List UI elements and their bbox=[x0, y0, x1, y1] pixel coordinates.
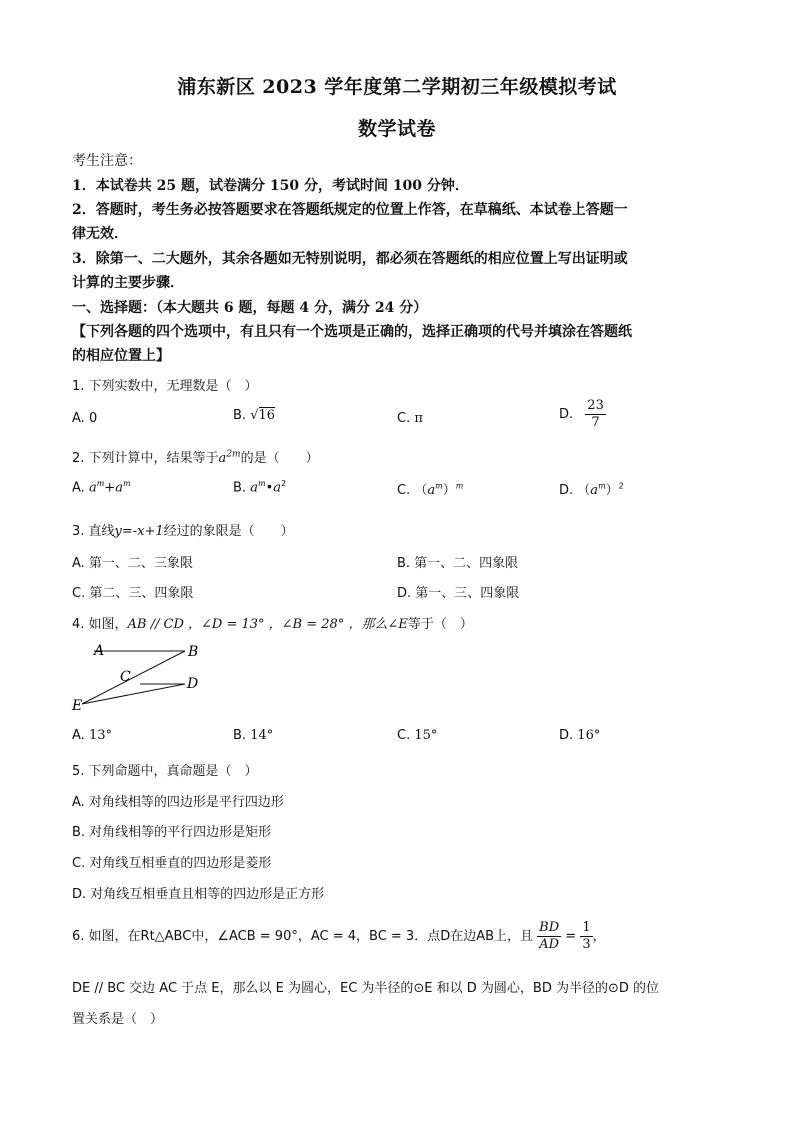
notice-item-1: 1．本试卷共 25 题，试卷满分 150 分，考试时间 100 分钟． bbox=[72, 178, 469, 194]
q5-stem: 5. 下列命题中，真命题是（ ） bbox=[72, 764, 258, 779]
q5-option-a: A. 对角线相等的四边形是平行四边形 bbox=[72, 795, 284, 810]
q1-option-c: C. π bbox=[397, 411, 423, 426]
q3-option-c: C. 第二、三、四象限 bbox=[72, 586, 194, 601]
q6-stem-line2: DE // BC 交边 AC 于点 E，那么以 E 为圆心，EC 为半径的⊙E 和以 D 为圆心，BD 为半径的⊙D 的位 bbox=[72, 981, 660, 996]
label-a: A bbox=[94, 643, 105, 659]
q1-option-a: A. 0 bbox=[72, 411, 98, 426]
q3-option-a: A. 第一、二、三象限 bbox=[72, 556, 193, 571]
label-b: B bbox=[188, 644, 199, 660]
q4-option-c: C. 15° bbox=[397, 728, 438, 743]
label-d: D bbox=[187, 676, 199, 692]
line-ed bbox=[82, 684, 185, 704]
q2-option-c: C. $(a^m)^m$ bbox=[397, 481, 464, 498]
q6-stem-line3: 置关系是（ ） bbox=[72, 1012, 164, 1027]
q2-option-b: B. $a^m•a^2$ bbox=[233, 479, 287, 496]
q5-option-b: B. 对角线相等的平行四边形是矩形 bbox=[72, 825, 272, 840]
notice-item-3a: 3．除第一、二大题外，其余各题如无特别说明，都必须在答题纸的相应位置上写出证明或 bbox=[72, 251, 628, 267]
q1-option-d: D. $\frac{23}{7}$ bbox=[559, 398, 604, 430]
section1-heading: 一、选择题：（本大题共 6 题，每题 4 分，满分 24 分） bbox=[72, 300, 428, 316]
label-e: E bbox=[72, 698, 83, 714]
exam-title: 浦东新区 2023 学年度第二学期初三年级模拟考试 bbox=[177, 76, 617, 98]
exam-subtitle: 数学试卷 bbox=[357, 118, 436, 140]
q3-option-d: D. 第一、三、四象限 bbox=[397, 586, 520, 601]
q2-option-a: A. $a^m+a^m$ bbox=[72, 479, 131, 496]
q6-fraction-one-third: $\frac{1}{3}$ bbox=[582, 920, 591, 952]
q1-stem: 1. 下列实数中，无理数是（ ） bbox=[72, 379, 258, 394]
q6-fraction-bd-ad: $\frac{BD}{AD}$ bbox=[539, 920, 560, 952]
notice-heading: 考生注意： bbox=[72, 153, 142, 169]
sqrt-icon: √ bbox=[250, 408, 259, 423]
q4-option-d: D. 16° bbox=[559, 728, 601, 743]
q3-option-b: B. 第一、二、四象限 bbox=[397, 556, 519, 571]
section1-instruction-b: 的相应位置上】 bbox=[72, 348, 170, 364]
section1-instruction-a: 【下列各题的四个选项中，有且只有一个选项是正确的，选择正确项的代号并填涂在答题纸 bbox=[72, 324, 632, 340]
q2-option-d: D. $(a^m)^2$ bbox=[559, 481, 624, 498]
q4-figure bbox=[70, 638, 220, 718]
q4-option-b: B. 14° bbox=[233, 728, 274, 743]
q4-stem: 4. 如图，AB // CD ，∠D = 13° ，∠B = 28° ，那么∠E等于（ ） bbox=[72, 617, 473, 632]
q3-stem: 3. 直线y=-x+1经过的象限是（ ） bbox=[72, 524, 294, 539]
q4-option-a: A. 13° bbox=[72, 728, 112, 743]
notice-item-3b: 计算的主要步骤． bbox=[72, 275, 184, 291]
q1-option-b: B. √16 bbox=[233, 408, 276, 423]
q1-d-fraction: $\frac{23}{7}$ bbox=[587, 398, 604, 430]
q5-option-c: C. 对角线互相垂直的四边形是菱形 bbox=[72, 856, 272, 871]
label-c: C bbox=[120, 669, 131, 685]
notice-item-2b: 律无效． bbox=[72, 226, 128, 242]
q5-option-d: D. 对角线互相垂直且相等的四边形是正方形 bbox=[72, 887, 325, 902]
q6-stem-line1: 6. 如图，在Rt△ABC中，∠ACB = 90°，AC = 4，BC = 3．点D在边AB上，且 $\frac{BD}{AD}$ = $\frac{1}{3}$ ， bbox=[72, 920, 606, 952]
notice-item-2a: 2．答题时，考生务必按答题要求在答题纸规定的位置上作答，在草稿纸、本试卷上答题一 bbox=[72, 202, 628, 218]
q2-stem: 2. 下列计算中，结果等于$a^{2m}$的是（ ） bbox=[72, 449, 319, 466]
